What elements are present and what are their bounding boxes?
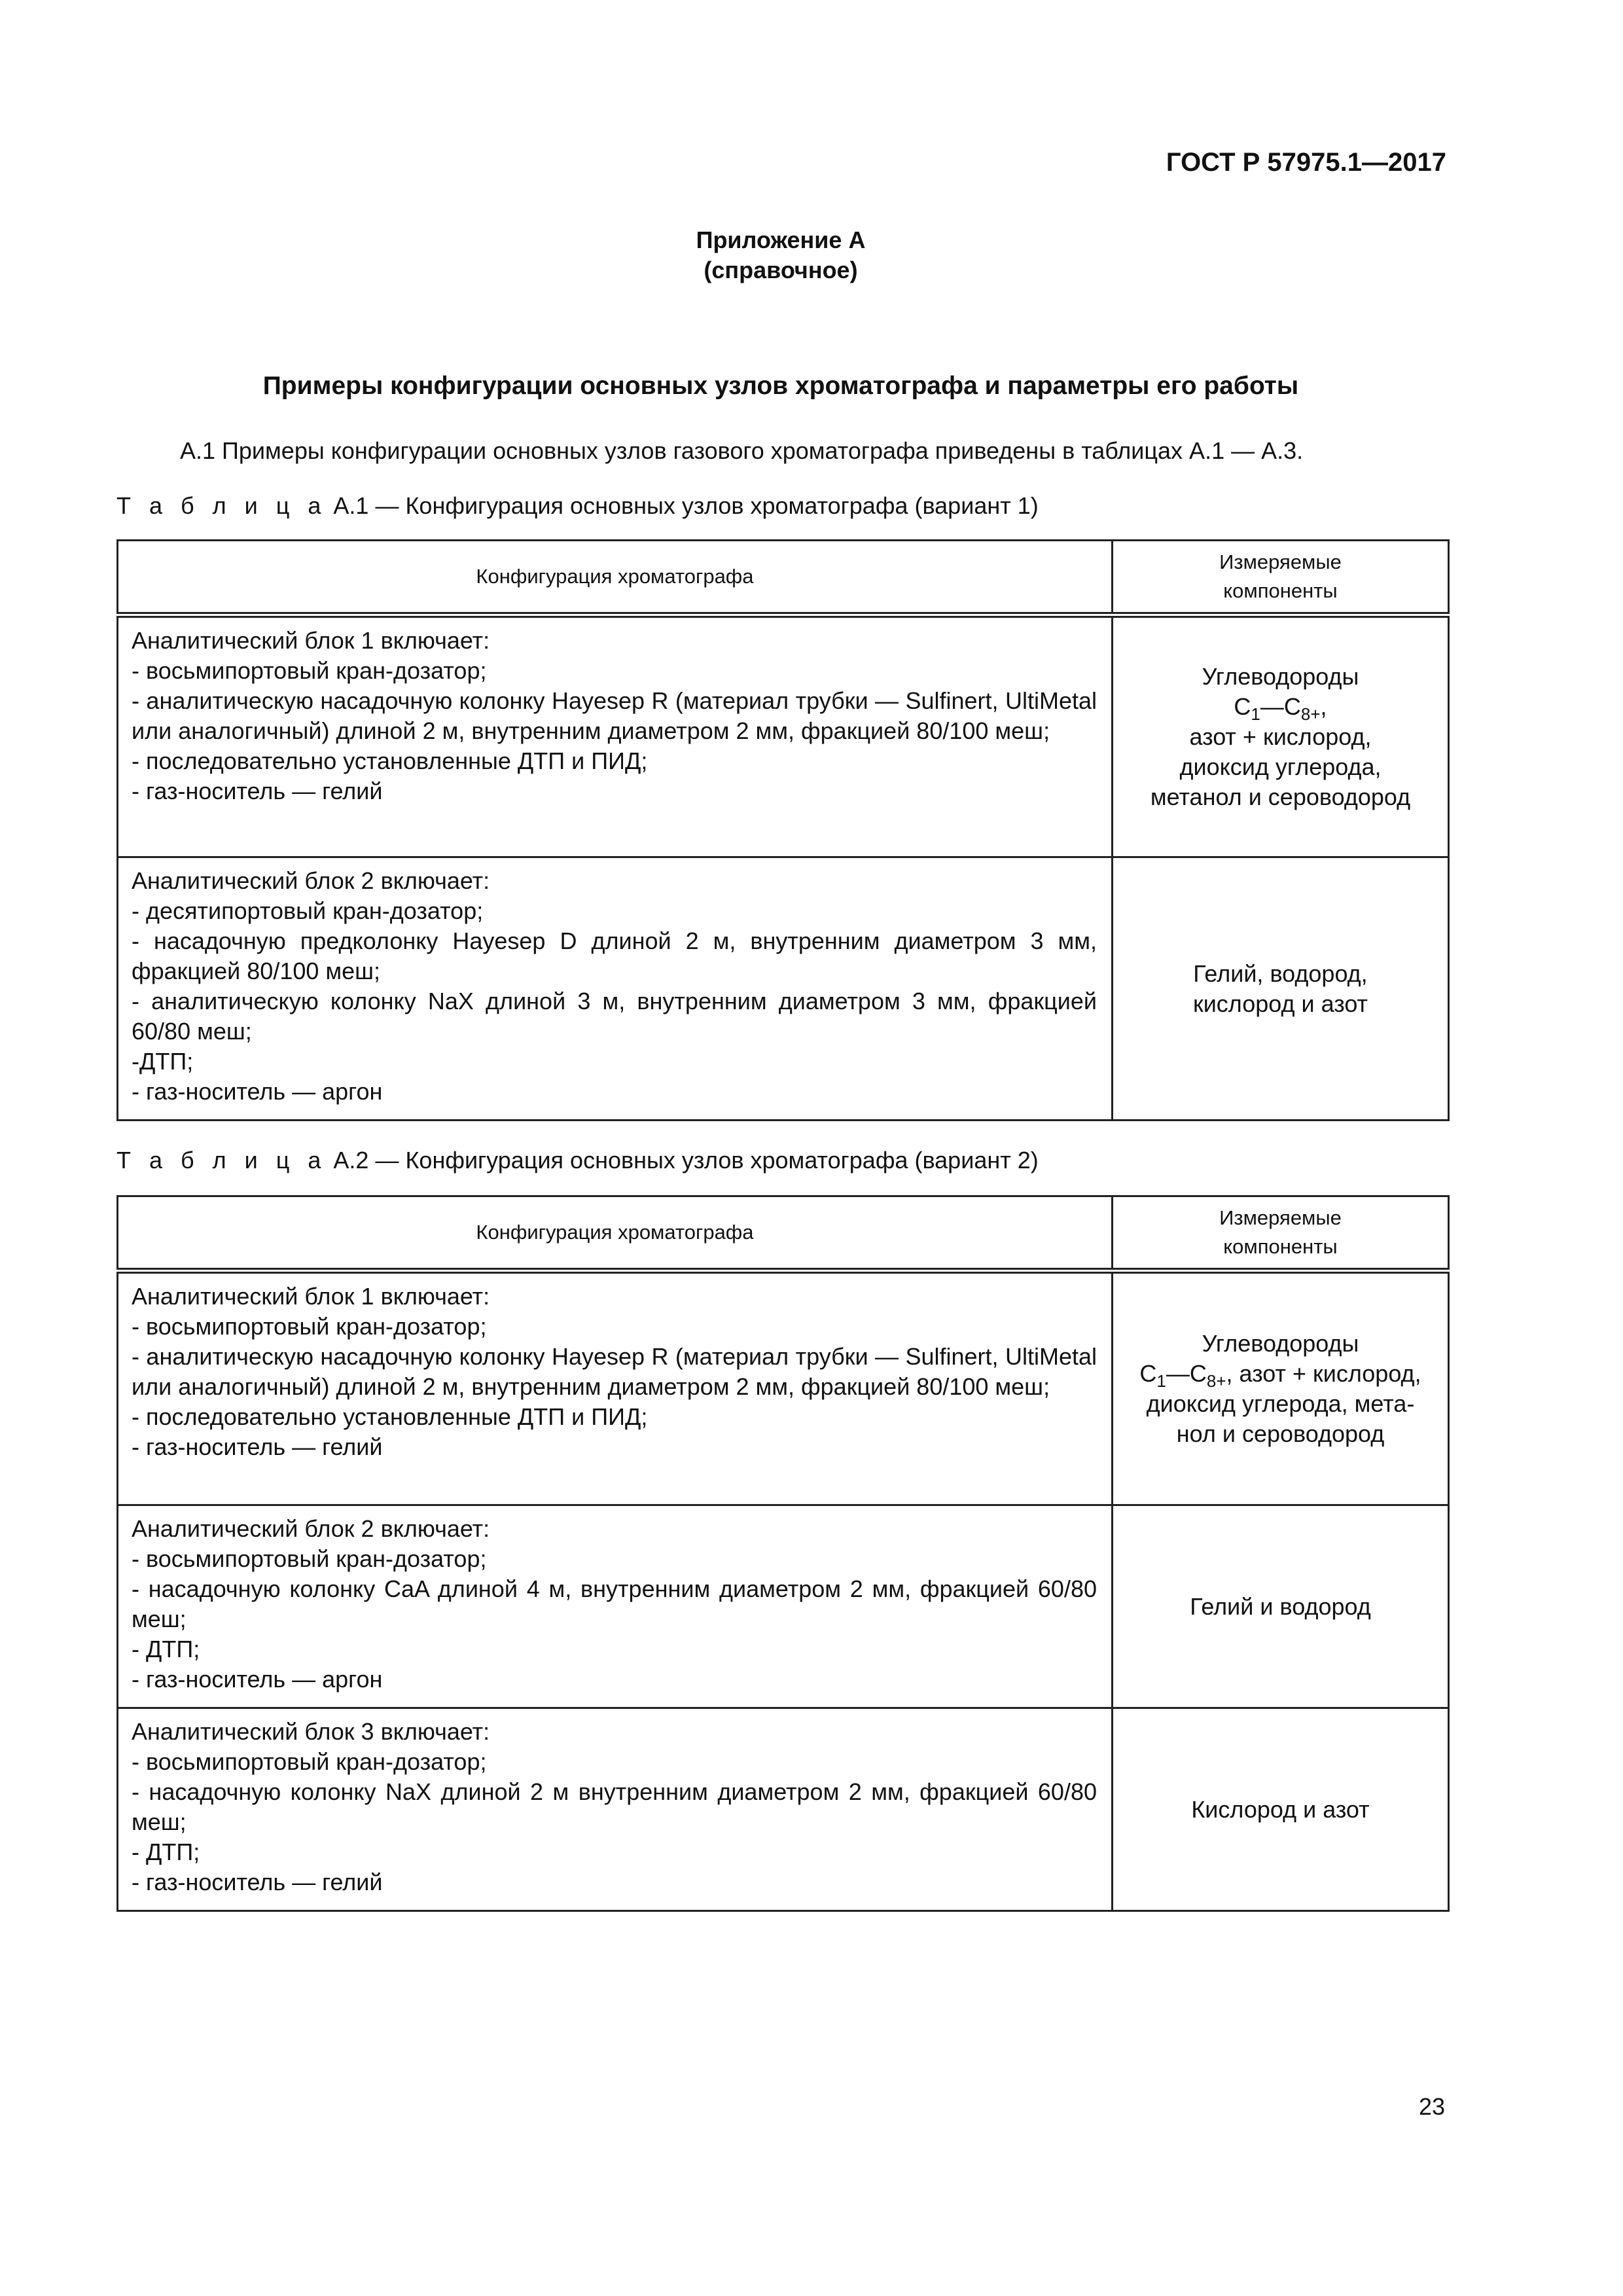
components-formula	[1120, 692, 1441, 722]
config-line: - газ-носитель — гелий	[132, 1433, 383, 1460]
components-cell	[1113, 1505, 1449, 1708]
table1-caption-prefix: Т а б л и ц а	[116, 492, 327, 519]
config-line: - аналитическую насадочную колонку Hayesep R (материал трубки — Sulfinert, UltiMetal или аналогичный) длиной 2 м, внутренним диаметром 2 мм, фракцией 80/100 меш;	[132, 687, 1097, 744]
table-row	[118, 1505, 1449, 1708]
config-line: - последовательно установленные ДТП и ПИД;	[132, 747, 648, 774]
section-title: Примеры конфигурации основных узлов хроматографа и параметры его работы	[262, 372, 1299, 400]
config-line: - ДТП;	[132, 1839, 200, 1865]
appendix-subtitle: (справочное)	[704, 257, 858, 283]
components-line: Гелий, водород,	[1193, 960, 1368, 987]
config-line: - восьмипортовый кран-дозатор;	[132, 657, 487, 684]
config-cell	[118, 615, 1113, 857]
table1-caption-text: А.1 — Конфигурация основных узлов хроматографа (вариант 1)	[327, 492, 1039, 519]
table2-col2-header	[1113, 1196, 1449, 1271]
config-line: - аналитическую колонку NaX длиной 3 м, внутренним диаметром 3 мм, фракцией 60/80 меш;	[132, 988, 1097, 1045]
components-line: диоксид углерода,	[1179, 753, 1382, 780]
config-line: - насадочную предколонку Hayesep D длиной 2 м, внутренним диаметром 3 мм, фракцией 80/100 меш;	[132, 927, 1097, 984]
config-line: - последовательно установленные ДТП и ПИД;	[132, 1403, 648, 1430]
config-cell	[118, 1505, 1113, 1708]
intro-paragraph: А.1 Примеры конфигурации основных узлов газового хроматографа приведены в таблицах А.1 — А.3.	[180, 437, 1304, 464]
table2-col2-header-line1: Измеряемые	[1219, 1206, 1342, 1229]
components-cell	[1113, 1708, 1449, 1911]
formula-dash: —C	[1260, 693, 1301, 720]
components-line: азот + кислород,	[1189, 723, 1372, 750]
table1-col2-header	[1113, 541, 1449, 615]
config-line: - газ-носитель — гелий	[132, 1869, 383, 1895]
components-cell	[1113, 615, 1449, 857]
config-cell	[118, 1271, 1113, 1505]
formula-sub: 1	[1251, 704, 1260, 724]
table-row	[118, 857, 1449, 1121]
formula-sub: 1	[1156, 1371, 1166, 1391]
table-row	[118, 1708, 1449, 1911]
formula-sub: 8+	[1206, 1371, 1226, 1391]
table1-caption	[116, 492, 1039, 520]
table2	[116, 1195, 1450, 1912]
table2-col1-header: Конфигурация хроматографа	[118, 1196, 1113, 1271]
components-cell	[1113, 1271, 1449, 1505]
table2-caption-text: А.2 — Конфигурация основных узлов хроматографа (вариант 2)	[327, 1147, 1039, 1174]
table2-header-row	[118, 1196, 1449, 1271]
config-cell	[118, 857, 1113, 1121]
formula-sub: 8+	[1300, 704, 1321, 724]
table2-col2-header-line2: компоненты	[1223, 1235, 1338, 1258]
formula-suffix: ,	[1320, 693, 1327, 720]
config-line: - ДТП;	[132, 1636, 200, 1662]
config-line: Аналитический блок 1 включает:	[132, 627, 490, 654]
config-line: Аналитический блок 2 включает:	[132, 867, 490, 894]
config-cell	[118, 1708, 1113, 1911]
table1-header-row	[118, 541, 1449, 615]
config-line: Аналитический блок 2 включает:	[132, 1515, 490, 1542]
components-line: Кислород и азот	[1191, 1795, 1370, 1823]
components-line: метанол и сероводород	[1150, 783, 1411, 810]
formula-suffix: , азот + кислород,	[1226, 1360, 1421, 1387]
table1-col1-header: Конфигурация хроматографа	[118, 541, 1113, 615]
config-line: Аналитический блок 3 включает:	[132, 1718, 490, 1745]
config-line: - аналитическую насадочную колонку Hayesep R (материал трубки — Sulfinert, UltiMetal или аналогичный) длиной 2 м, внутренним диаметром 2 мм, фракцией 80/100 меш;	[132, 1343, 1097, 1400]
components-cell	[1113, 857, 1449, 1121]
appendix-title: Приложение А	[696, 226, 866, 253]
components-formula	[1120, 1359, 1441, 1389]
table1	[116, 539, 1450, 1121]
components-line: нол и сероводород	[1176, 1420, 1385, 1447]
config-line: - газ-носитель — гелий	[132, 778, 383, 804]
components-line: Гелий и водород	[1190, 1592, 1371, 1620]
table1-col2-header-line2: компоненты	[1223, 579, 1338, 602]
config-line: - газ-носитель — аргон	[132, 1666, 383, 1693]
config-line: Аналитический блок 1 включает:	[132, 1283, 490, 1310]
components-line: кислород и азот	[1192, 990, 1368, 1017]
table2-caption-prefix: Т а б л и ц а	[116, 1147, 327, 1174]
formula-c: C	[1139, 1360, 1157, 1387]
components-line: Углеводороды	[1202, 663, 1359, 690]
formula-c: C	[1234, 693, 1251, 720]
config-line: - десятипортовый кран-дозатор;	[132, 897, 484, 924]
table1-col2-header-line1: Измеряемые	[1219, 550, 1342, 573]
table2-caption	[116, 1147, 1039, 1174]
table-row	[118, 1271, 1449, 1505]
config-line: - восьмипортовый кран-дозатор;	[132, 1545, 487, 1572]
config-line: - восьмипортовый кран-дозатор;	[132, 1313, 487, 1340]
components-line: диоксид углерода, мета-	[1146, 1390, 1415, 1417]
config-line: - насадочную колонку NaX длиной 2 м внутренним диаметром 2 мм, фракцией 60/80 меш;	[132, 1778, 1097, 1835]
config-line: - насадочную колонку CaA длиной 4 м, внутренним диаметром 2 мм, фракцией 60/80 меш;	[132, 1575, 1097, 1632]
components-line: Углеводороды	[1202, 1330, 1359, 1357]
appendix-heading	[0, 225, 1561, 285]
config-line: - газ-носитель — аргон	[132, 1078, 383, 1105]
config-line: - восьмипортовый кран-дозатор;	[132, 1748, 487, 1775]
page-number: 23	[1418, 2093, 1445, 2120]
table-row	[118, 615, 1449, 857]
formula-dash: —C	[1166, 1360, 1207, 1387]
config-line: -ДТП;	[132, 1048, 194, 1075]
standard-code: ГОСТ Р 57975.1—2017	[1166, 148, 1446, 177]
